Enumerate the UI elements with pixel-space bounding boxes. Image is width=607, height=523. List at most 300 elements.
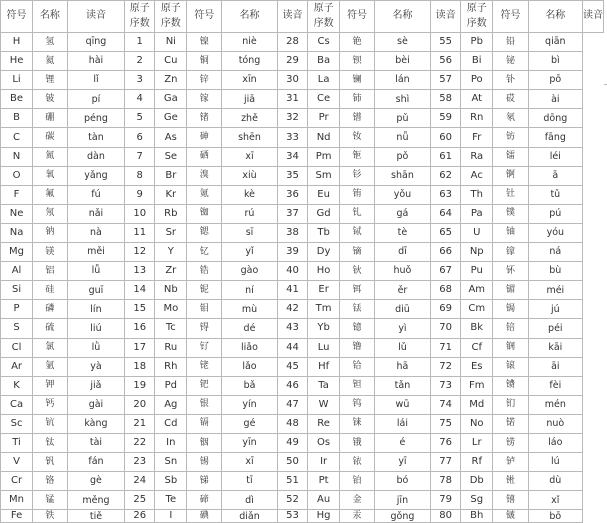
element-name: 锔 [493, 300, 528, 319]
atomic-number: 34 [277, 147, 307, 166]
element-reading: liú [67, 319, 124, 338]
element-reading: yǒu [374, 185, 430, 204]
table-row [1, 319, 604, 338]
element-name: 银 [187, 395, 222, 414]
table-row [1, 223, 604, 242]
element-name: 溴 [187, 166, 222, 185]
table-row [1, 33, 604, 52]
element-name: 镉 [187, 414, 222, 433]
element-symbol: Yb [308, 319, 340, 338]
element-name: 铱 [340, 453, 375, 472]
element-symbol: Ho [308, 262, 340, 281]
atomic-number: 70 [431, 319, 461, 338]
element-symbol: Cf [461, 338, 493, 357]
element-reading: lǎo [222, 357, 278, 376]
element-name: 钬 [340, 262, 375, 281]
element-reading: kàng [67, 414, 124, 433]
element-name: 碲 [187, 491, 222, 510]
element-name: 铒 [340, 281, 375, 300]
atomic-number: 72 [431, 357, 461, 376]
element-symbol: Y [155, 243, 187, 262]
element-symbol: C [1, 128, 33, 147]
element-symbol: Ga [155, 90, 187, 109]
element-symbol: Db [461, 472, 493, 491]
element-symbol: W [308, 395, 340, 414]
element-reading: lán [374, 71, 430, 90]
element-name: 钇 [187, 243, 222, 262]
element-reading: wū [374, 395, 430, 414]
element-symbol: Os [308, 433, 340, 452]
element-reading: qīng [67, 33, 124, 52]
element-reading: tǎn [374, 376, 430, 395]
table-row [1, 376, 604, 395]
atomic-number: 66 [431, 243, 461, 262]
element-name: 硒 [187, 147, 222, 166]
element-name: 钕 [340, 128, 375, 147]
element-name: 锗 [187, 109, 222, 128]
element-reading: lǜ [67, 338, 124, 357]
atomic-number: 57 [431, 71, 461, 90]
element-name: 氧 [33, 166, 68, 185]
element-reading: hài [67, 52, 124, 71]
element-symbol: Tb [308, 223, 340, 242]
element-symbol: Pd [155, 376, 187, 395]
element-reading: jīn [374, 491, 430, 510]
table-row [1, 510, 604, 523]
element-symbol: At [461, 90, 493, 109]
element-symbol: Ba [308, 52, 340, 71]
header-reading: 读音 [277, 1, 307, 33]
element-name: 氩 [33, 357, 68, 376]
element-name: 氡 [493, 109, 528, 128]
element-reading: dī [374, 243, 430, 262]
element-symbol: No [461, 414, 493, 433]
atomic-number: 7 [125, 147, 155, 166]
atomic-number: 60 [431, 128, 461, 147]
element-symbol: Am [461, 281, 493, 300]
element-reading: tóng [222, 52, 278, 71]
element-symbol: Be [1, 90, 33, 109]
element-symbol: Fm [461, 376, 493, 395]
atomic-number: 11 [125, 223, 155, 242]
atomic-number: 52 [277, 491, 307, 510]
element-name: 砷 [187, 128, 222, 147]
element-name: 氦 [33, 52, 68, 71]
element-reading: huǒ [374, 262, 430, 281]
element-symbol: Br [155, 166, 187, 185]
table-row [1, 52, 604, 71]
atomic-number: 77 [431, 453, 461, 472]
element-reading: dōng [528, 109, 582, 128]
element-name: 锎 [493, 338, 528, 357]
element-symbol: F [1, 185, 33, 204]
element-name: 镤 [493, 204, 528, 223]
element-name: 𬭊 [493, 472, 528, 491]
atomic-number: 12 [125, 243, 155, 262]
header-atomic-number: 原子 序数 [461, 1, 493, 33]
element-symbol: S [1, 319, 33, 338]
atomic-number: 71 [431, 338, 461, 357]
element-reading: měi [67, 243, 124, 262]
element-reading: bó [374, 472, 430, 491]
atomic-number: 51 [277, 472, 307, 491]
element-reading: měng [67, 491, 124, 510]
element-name: 铝 [33, 262, 68, 281]
element-symbol: Tm [308, 300, 340, 319]
element-symbol: Si [1, 281, 33, 300]
atomic-number: 23 [125, 453, 155, 472]
header-name: 名称 [374, 1, 430, 33]
atomic-number: 21 [125, 414, 155, 433]
element-reading: méi [528, 281, 582, 300]
header-symbol: 符号 [187, 1, 222, 33]
atomic-number: 44 [277, 338, 307, 357]
atomic-number: 58 [431, 90, 461, 109]
header-reading: 读音 [67, 1, 124, 33]
element-reading: yín [222, 395, 278, 414]
element-reading: nuò [528, 414, 582, 433]
table-row [1, 90, 604, 109]
atomic-number: 63 [431, 185, 461, 204]
atomic-number: 59 [431, 109, 461, 128]
element-symbol: V [1, 453, 33, 472]
element-name: 钙 [33, 395, 68, 414]
atomic-number: 31 [277, 90, 307, 109]
element-symbol: Pt [308, 472, 340, 491]
element-symbol: Mo [155, 300, 187, 319]
element-name: 镓 [187, 90, 222, 109]
atomic-number: 61 [431, 147, 461, 166]
element-symbol: I [155, 510, 187, 523]
atomic-number: 10 [125, 204, 155, 223]
element-reading: lái [374, 414, 430, 433]
element-name: 铅 [493, 33, 528, 52]
table-row [1, 453, 604, 472]
element-symbol: Ti [1, 433, 33, 452]
element-reading: xī [222, 147, 278, 166]
element-symbol: Lu [308, 338, 340, 357]
element-reading: zhě [222, 109, 278, 128]
element-symbol: Ar [1, 357, 33, 376]
element-reading: tài [67, 433, 124, 452]
element-name: 铷 [187, 204, 222, 223]
header-name: 名称 [222, 1, 278, 33]
element-symbol: Bh [461, 510, 493, 523]
atomic-number: 26 [125, 510, 155, 523]
atomic-number: 14 [125, 281, 155, 300]
element-name: 镨 [340, 109, 375, 128]
table-header-row [1, 1, 604, 33]
header-reading: 读音 [583, 1, 604, 33]
element-reading: lǔ [374, 338, 430, 357]
element-name: 钼 [187, 300, 222, 319]
atomic-number: 24 [125, 472, 155, 491]
element-reading: fèi [528, 376, 582, 395]
element-name: 钯 [187, 376, 222, 395]
header-symbol: 符号 [340, 1, 375, 33]
element-name: 𬬻 [493, 453, 528, 472]
atomic-number: 39 [277, 243, 307, 262]
element-symbol: Bi [461, 52, 493, 71]
element-reading: ní [222, 281, 278, 300]
element-reading: lú [528, 453, 582, 472]
element-symbol: Cm [461, 300, 493, 319]
element-name: 镱 [340, 319, 375, 338]
table-row [1, 204, 604, 223]
element-symbol: Ni [155, 33, 187, 52]
element-reading: ài [528, 90, 582, 109]
element-reading: gài [67, 395, 124, 414]
element-name: 铬 [33, 472, 68, 491]
element-symbol: N [1, 147, 33, 166]
element-symbol: Er [308, 281, 340, 300]
element-reading: qiān [528, 33, 582, 52]
header-symbol: 符号 [1, 1, 33, 33]
element-reading: bèi [374, 52, 430, 71]
element-reading: láo [528, 433, 582, 452]
element-name: 镁 [33, 243, 68, 262]
element-name: 氮 [33, 147, 68, 166]
element-name: 钽 [340, 376, 375, 395]
element-reading: mén [528, 395, 582, 414]
element-symbol: In [155, 433, 187, 452]
element-symbol: Sr [155, 223, 187, 242]
element-name: 锝 [187, 319, 222, 338]
atomic-number: 53 [277, 510, 307, 523]
element-reading: péi [528, 319, 582, 338]
element-reading: diǎn [222, 510, 278, 523]
table-row [1, 395, 604, 414]
element-reading: pú [528, 204, 582, 223]
table-row [1, 166, 604, 185]
element-symbol: Mg [1, 243, 33, 262]
table-row [1, 300, 604, 319]
element-reading: xī [222, 453, 278, 472]
atomic-number: 33 [277, 128, 307, 147]
atomic-number: 6 [125, 128, 155, 147]
table-row [1, 472, 604, 491]
table-row [1, 262, 604, 281]
element-name: 钷 [340, 147, 375, 166]
element-name: 铁 [33, 510, 68, 523]
element-symbol: Au [308, 491, 340, 510]
element-name: 砹 [493, 90, 528, 109]
element-name: 碘 [187, 510, 222, 523]
atomic-number: 43 [277, 319, 307, 338]
element-symbol: La [308, 71, 340, 90]
element-reading: shì [374, 90, 430, 109]
element-name: 铥 [340, 300, 375, 319]
element-reading: diū [374, 300, 430, 319]
atomic-number: 67 [431, 262, 461, 281]
atomic-number: 64 [431, 204, 461, 223]
element-name: 钡 [340, 52, 375, 71]
atomic-number: 17 [125, 338, 155, 357]
atomic-number: 38 [277, 223, 307, 242]
element-symbol: Pr [308, 109, 340, 128]
atomic-number: 9 [125, 185, 155, 204]
atomic-number: 16 [125, 319, 155, 338]
element-name: 氪 [187, 185, 222, 204]
element-name: 铼 [340, 414, 375, 433]
element-reading: xīn [222, 71, 278, 90]
element-reading: pǒ [374, 147, 430, 166]
element-name: 金 [340, 491, 375, 510]
element-reading: yà [67, 357, 124, 376]
element-reading: gá [374, 204, 430, 223]
atomic-number: 2 [125, 52, 155, 71]
element-symbol: Li [1, 71, 33, 90]
element-symbol: Al [1, 262, 33, 281]
element-symbol: Cr [1, 472, 33, 491]
element-reading: tǔ [528, 185, 582, 204]
element-symbol: Ce [308, 90, 340, 109]
element-name: 钆 [340, 204, 375, 223]
element-name: 钠 [33, 223, 68, 242]
element-reading: dì [222, 491, 278, 510]
atomic-number: 30 [277, 71, 307, 90]
atomic-number: 50 [277, 453, 307, 472]
element-symbol: Cs [308, 33, 340, 52]
element-reading: sī [222, 223, 278, 242]
element-symbol: B [1, 109, 33, 128]
element-name: 钍 [493, 185, 528, 204]
element-symbol: Rb [155, 204, 187, 223]
element-symbol: Ir [308, 453, 340, 472]
element-symbol: P [1, 300, 33, 319]
element-symbol: As [155, 128, 187, 147]
table-row [1, 491, 604, 510]
element-reading: sè [374, 33, 430, 52]
header-atomic-number: 原子 序数 [125, 1, 155, 33]
element-reading: guī [67, 281, 124, 300]
element-reading: yǎng [67, 166, 124, 185]
element-reading: pí [67, 90, 124, 109]
element-reading: nà [67, 223, 124, 242]
element-name: 锶 [187, 223, 222, 242]
element-name: 铋 [493, 52, 528, 71]
element-reading: yǐ [222, 243, 278, 262]
element-name: 钔 [493, 395, 528, 414]
element-symbol: Pu [461, 262, 493, 281]
element-symbol: H [1, 33, 33, 52]
atomic-number: 78 [431, 472, 461, 491]
element-name: 镝 [340, 243, 375, 262]
atomic-number: 62 [431, 166, 461, 185]
element-reading: niè [222, 33, 278, 52]
element-reading: yóu [528, 223, 582, 242]
atomic-number: 5 [125, 109, 155, 128]
header-symbol: 符号 [493, 1, 528, 33]
element-reading: yīn [222, 433, 278, 452]
element-symbol: Md [461, 395, 493, 414]
element-symbol: Nd [308, 128, 340, 147]
element-reading: yì [374, 319, 430, 338]
atomic-number: 48 [277, 414, 307, 433]
atomic-number: 22 [125, 433, 155, 452]
element-name: 锂 [33, 71, 68, 90]
element-name: 锡 [187, 453, 222, 472]
element-symbol: Nb [155, 281, 187, 300]
header-atomic-number: 原子 序数 [308, 1, 340, 33]
element-symbol: Rf [461, 453, 493, 472]
element-name: 锿 [493, 357, 528, 376]
atomic-number: 8 [125, 166, 155, 185]
atomic-number: 73 [431, 376, 461, 395]
atomic-number: 47 [277, 395, 307, 414]
element-symbol: Es [461, 357, 493, 376]
element-symbol: Ta [308, 376, 340, 395]
element-name: 铂 [340, 472, 375, 491]
element-symbol: Sn [155, 453, 187, 472]
atomic-number: 19 [125, 376, 155, 395]
element-symbol: K [1, 376, 33, 395]
element-reading: hā [374, 357, 430, 376]
table-row [1, 414, 604, 433]
element-symbol: Ge [155, 109, 187, 128]
atomic-number: 74 [431, 395, 461, 414]
element-symbol: Cu [155, 52, 187, 71]
element-name: 氟 [33, 185, 68, 204]
atomic-number: 79 [431, 491, 461, 510]
element-symbol: Gd [308, 204, 340, 223]
table-row [1, 281, 604, 300]
element-name: 锕 [493, 166, 528, 185]
element-name: 镎 [493, 243, 528, 262]
element-reading: ěr [374, 281, 430, 300]
element-reading: léi [528, 147, 582, 166]
element-symbol: He [1, 52, 33, 71]
element-name: 铌 [187, 281, 222, 300]
element-name: 钨 [340, 395, 375, 414]
atomic-number: 68 [431, 281, 461, 300]
element-symbol: Ac [461, 166, 493, 185]
table-row [1, 185, 604, 204]
atomic-number: 20 [125, 395, 155, 414]
element-symbol: U [461, 223, 493, 242]
element-name: 𬭛 [493, 510, 528, 523]
element-symbol: Te [155, 491, 187, 510]
element-reading: nǚ [374, 128, 430, 147]
element-symbol: Sb [155, 472, 187, 491]
element-reading: é [374, 433, 430, 452]
element-reading: gào [222, 262, 278, 281]
element-reading: péng [67, 109, 124, 128]
element-symbol: Pb [461, 33, 493, 52]
element-symbol: Dy [308, 243, 340, 262]
element-name: 铈 [340, 90, 375, 109]
element-name: 钚 [493, 262, 528, 281]
atomic-number: 13 [125, 262, 155, 281]
atomic-number: 49 [277, 433, 307, 452]
atomic-number: 69 [431, 300, 461, 319]
element-reading: tè [374, 223, 430, 242]
atomic-number: 80 [431, 510, 461, 523]
element-name: 镧 [340, 71, 375, 90]
element-name: 硼 [33, 109, 68, 128]
element-symbol: Np [461, 243, 493, 262]
element-symbol: Se [155, 147, 187, 166]
element-symbol: Tc [155, 319, 187, 338]
element-reading: gǒng [374, 510, 430, 523]
element-name: 钪 [33, 414, 68, 433]
table-row [1, 109, 604, 128]
element-name: 硫 [33, 319, 68, 338]
atomic-number: 45 [277, 357, 307, 376]
element-reading: bǎ [222, 376, 278, 395]
element-symbol: Cd [155, 414, 187, 433]
element-symbol: Rn [461, 109, 493, 128]
